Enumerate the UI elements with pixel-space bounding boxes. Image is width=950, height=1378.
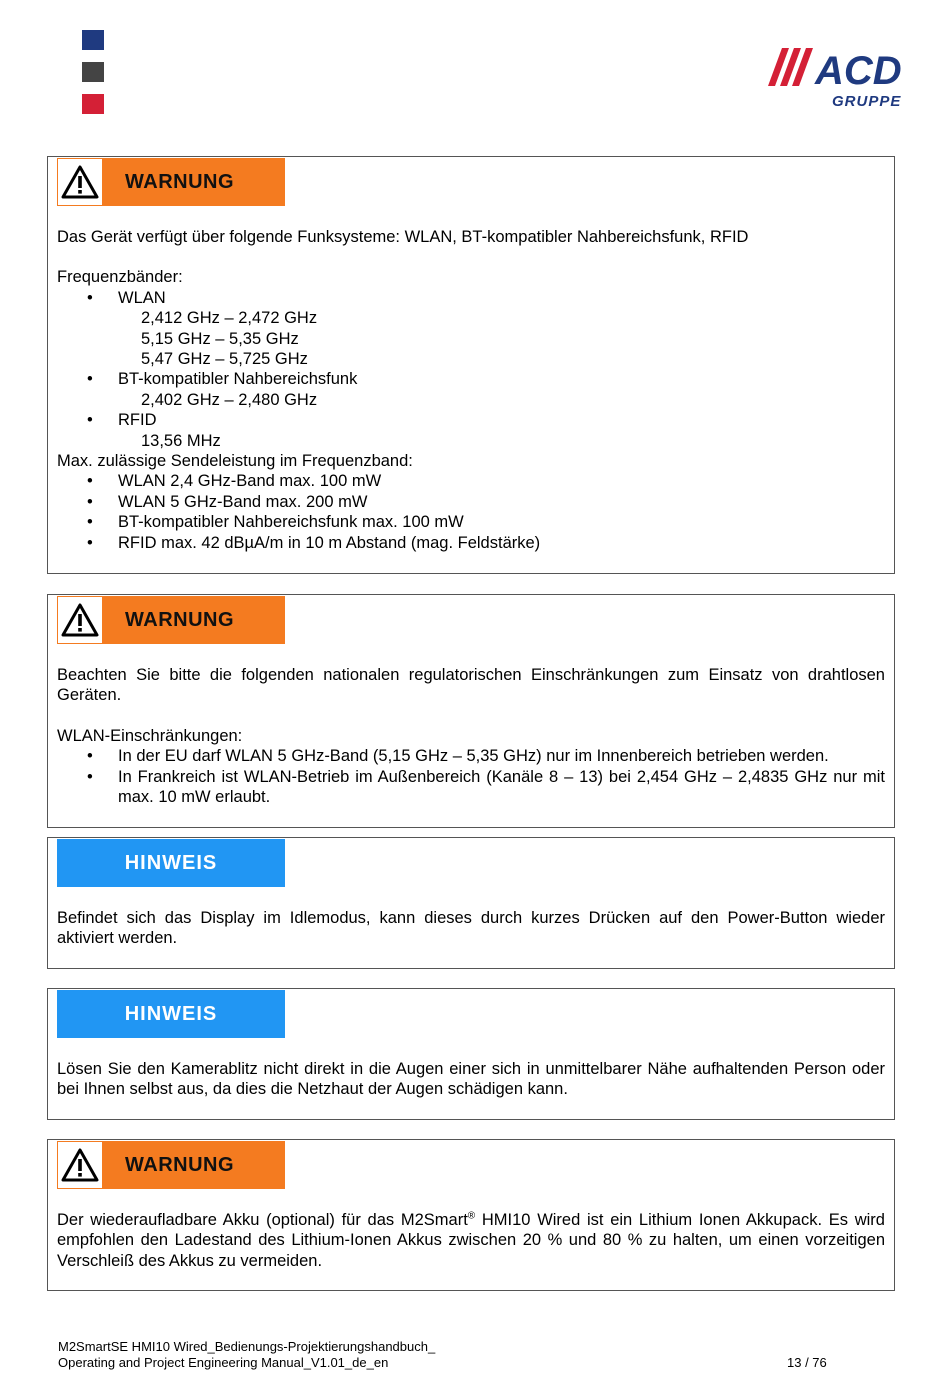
list-item: • BT-kompatibler Nahbereichsfunk <box>57 369 885 389</box>
regulatory-intro: Beachten Sie bitte die folgenden nationalen regulatorischen Einschränkungen zum Einsatz von drahtlosen Geräten. <box>57 666 885 705</box>
warning-triangle-icon <box>57 1141 103 1189</box>
warning-title: WARNUNG <box>125 1153 235 1176</box>
list-item: • WLAN <box>57 288 885 308</box>
wlan-restrictions-heading: WLAN-Einschränkungen: <box>57 726 243 745</box>
footer-line-2: Operating and Project Engineering Manual_V1.01_de_en <box>58 1355 389 1370</box>
list-item: • BT-kompatibler Nahbereichsfunk max. 100 mW <box>57 512 885 532</box>
warning-banner <box>57 158 285 206</box>
warning-banner <box>57 1141 285 1189</box>
footer <box>58 1339 435 1371</box>
page-number: 13 / 76 <box>787 1355 827 1370</box>
note-banner <box>57 839 285 887</box>
max-power-heading: Max. zulässige Sendeleistung im Frequenzband: <box>57 452 413 471</box>
header-square-gray <box>82 62 104 82</box>
camera-flash-text: Lösen Sie den Kamerablitz nicht direkt in die Augen einer sich in unmittelbarer Nähe aufhaltenden Person oder bei Ihnen selbst aus, da dies die Netzhaut der Augen schädigen kann. <box>57 1060 885 1099</box>
battery-text-end: HMI10 Wired ist ein Lithium Ionen Akkupack. Es wird empfohlen den Ladestand des Lithium-Ionen Akkus zwischen 20 % und 80 % zu halten, um einen vorzeitigen Verschleiß des Akkus zu vermeiden. <box>57 1211 885 1270</box>
warning-title: WARNUNG <box>125 608 235 631</box>
header-square-red <box>82 94 104 114</box>
list-item: • RFID max. 42 dBµA/m in 10 m Abstand (mag. Feldstärke) <box>57 533 885 553</box>
header-square-blue <box>82 30 104 50</box>
radio-systems-intro: Das Gerät verfügt über folgende Funksysteme: WLAN, BT-kompatibler Nahbereichsfunk, RFID <box>57 228 749 246</box>
battery-text <box>57 1210 885 1271</box>
bt-band-1: 2,402 GHz – 2,480 GHz <box>141 390 318 409</box>
warning-title: WARNUNG <box>125 170 235 193</box>
registered-mark: ® <box>467 1210 476 1222</box>
logo-text: ACD <box>815 49 902 93</box>
list-item: • In der EU darf WLAN 5 GHz-Band (5,15 GHz – 5,35 GHz) nur im Innenbereich betrieben werden. <box>57 746 885 766</box>
wlan-band-1: 2,412 GHz – 2,472 GHz <box>141 309 318 328</box>
note-box-idle-mode <box>47 837 895 969</box>
wlan-band-2: 5,15 GHz – 5,35 GHz <box>141 329 299 348</box>
footer-line-1: M2SmartSE HMI10 Wired_Bedienungs-Projektierungshandbuch_ <box>58 1339 436 1354</box>
rfid-band-1: 13,56 MHz <box>141 431 221 450</box>
warning-triangle-icon <box>57 158 103 206</box>
note-box-camera-flash <box>47 988 895 1120</box>
warning-banner <box>57 596 285 644</box>
list-item: • In Frankreich ist WLAN-Betrieb im Außenbereich (Kanäle 8 – 13) bei 2,454 GHz – 2,4835 GHz nur mit max. 10 mW erlaubt. <box>57 767 885 808</box>
acd-logo <box>768 48 918 110</box>
list-item: • WLAN 5 GHz-Band max. 200 mW <box>57 492 885 512</box>
note-title: HINWEIS <box>124 1002 218 1025</box>
list-item: • RFID <box>57 410 885 430</box>
logo-subtext: GRUPPE <box>832 93 902 110</box>
list-item: • WLAN 2,4 GHz-Band max. 100 mW <box>57 471 885 491</box>
warning-box-battery <box>47 1139 895 1291</box>
battery-text-start: Der wiederaufladbare Akku (optional) für das M2Smart <box>57 1211 468 1229</box>
warning-box-regulatory <box>47 594 895 828</box>
warning-triangle-icon <box>57 596 103 644</box>
frequency-bands-heading: Frequenzbänder: <box>57 268 183 287</box>
warning-box-radio-systems <box>47 156 895 574</box>
note-banner <box>57 990 285 1038</box>
note-title: HINWEIS <box>124 851 218 874</box>
idle-mode-text: Befindet sich das Display im Idlemodus, kann dieses durch kurzes Drücken auf den Power-Button wieder aktiviert werden. <box>57 909 885 948</box>
wlan-band-3: 5,47 GHz – 5,725 GHz <box>141 350 308 369</box>
